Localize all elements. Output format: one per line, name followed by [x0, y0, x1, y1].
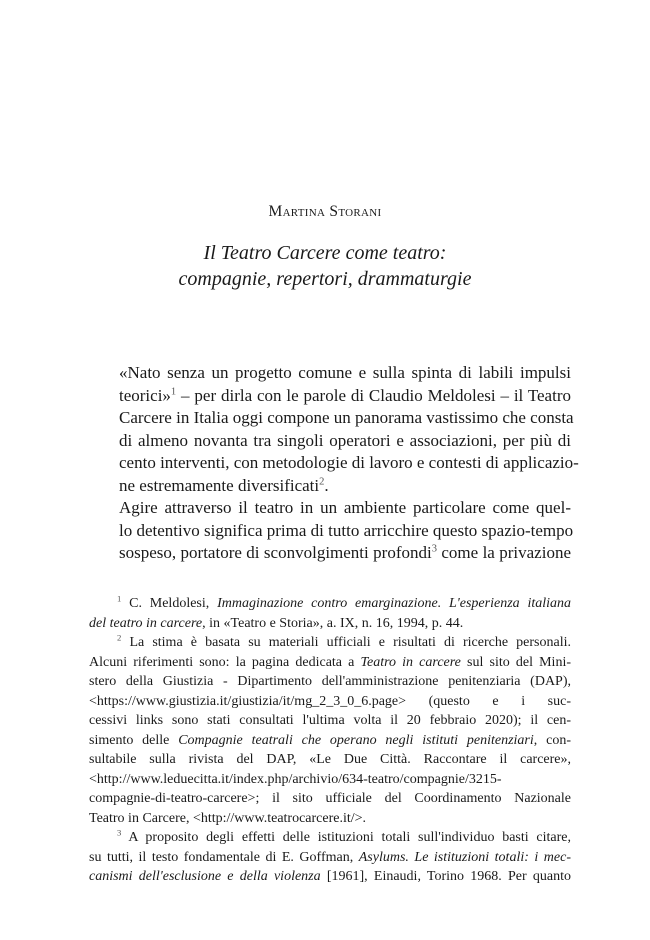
footnote-3 — [89, 828, 571, 887]
footnote-line — [89, 867, 571, 887]
text-run: teorici» — [119, 385, 171, 405]
italic-run: Compagnie teatrali che operano negli istituti penitenziari — [178, 732, 534, 748]
chapter-title — [0, 240, 650, 292]
footnote-ref: 3 — [431, 543, 437, 555]
footnote-line: cessivi links sono stati consultati l'ultima volta il 20 febbraio 2020); il cen- — [89, 713, 571, 728]
footnote-line — [89, 594, 571, 614]
footnote-line: sultabile sulla rivista del DAP, «Le Due Città. Raccontare il carcere», — [89, 752, 571, 767]
body-line — [89, 475, 571, 498]
footnote-line — [89, 653, 571, 673]
italic-run: Immaginazione contro emarginazione. L'esperienza italiana — [217, 596, 571, 611]
italic-run: del teatro in carcere — [89, 615, 203, 631]
footnote-line: <http://www.leduecitta.it/index.php/archivio/634-teatro/compagnie/3215- — [89, 771, 502, 787]
text-run: come la privazione — [436, 543, 572, 562]
paragraph-2 — [89, 497, 574, 565]
text-run: , in «Teatro e Storia», a. IX, n. 16, 1994, p. 44. — [202, 615, 464, 631]
author-name: Martina Storani — [268, 203, 382, 220]
body-line: cento interventi, con metodologie di lavoro e contesti di applicazio- — [119, 453, 579, 472]
paragraph-1 — [89, 362, 579, 497]
footnote-ref: 1 — [170, 385, 177, 397]
footnote-line: stero della Giustizia - Dipartimento dell'amministrazione penitenziaria (DAP), — [89, 674, 571, 689]
footnote-line: <https://www.giustizia.it/giustizia/it/mg_2_3_0_6.page> (questo e i suc- — [89, 693, 571, 709]
footnote-line: Teatro in Carcere, <http://www.teatrocarcere.it/>. — [89, 810, 367, 826]
body-line: Agire attraverso il teatro in un ambiente particolare come quel- — [119, 498, 571, 517]
footnote-number: 1 — [117, 593, 122, 604]
text-run: . — [324, 475, 329, 495]
text-run: – per dirla con le parole di Claudio Meldolesi – il Teatro — [176, 385, 571, 405]
italic-run: Teatro in carcere — [360, 654, 461, 670]
text-run: A proposito degli effetti delle istituzioni totali sull'individuo basti citare, — [121, 830, 571, 845]
footnote-line — [89, 614, 571, 634]
footnote-number: 3 — [117, 827, 122, 838]
text-run: ne estremamente diversificati — [119, 475, 320, 495]
text-run: C. Meldolesi, — [121, 596, 218, 611]
footnote-ref: 2 — [319, 475, 325, 487]
text-run: su tutti, il testo fondamentale di E. Goffman, — [89, 849, 359, 865]
text-run: [1961], Einaudi, Torino 1968. Per quanto — [320, 869, 571, 884]
footnotes — [89, 594, 571, 887]
body-line — [89, 542, 571, 565]
footnote-line — [89, 848, 571, 868]
text-run: sul sito del Mini- — [460, 654, 571, 670]
body-line: lo detentivo significa prima di tutto arricchire questo spazio-tempo — [119, 520, 574, 540]
italic-run: Asylums. Le istituzioni totali: i mec- — [358, 849, 571, 865]
text-run: Alcuni riferimenti sono: la pagina dedicata a — [89, 654, 361, 670]
italic-run: canismi dell'esclusione e della violenza — [89, 869, 321, 884]
footnote-1 — [89, 594, 571, 633]
footnote-line — [89, 828, 571, 848]
footnote-line — [89, 731, 571, 751]
title-line-2: compagnie, repertori, drammaturgie — [178, 268, 472, 290]
text-run: La stima è basata su materiali ufficiali e risultati di ricerche personali. — [121, 635, 571, 650]
footnote-line — [89, 633, 571, 653]
footnote-number: 2 — [117, 632, 122, 643]
body-text — [89, 362, 579, 565]
text-run: simento delle — [89, 732, 179, 748]
title-line-1: Il Teatro Carcere come teatro: — [203, 242, 447, 264]
body-line: di almeno novanta tra singoli operatori e associazioni, per più di — [119, 430, 571, 450]
footnote-2 — [89, 633, 571, 828]
footnote-line: compagnie-di-teatro-carcere>; il sito ufficiale del Coordinamento Nazionale — [89, 791, 571, 806]
body-line: Carcere in Italia oggi compone un panorama vastissimo che consta — [119, 408, 574, 427]
text-run: sospeso, portatore di sconvolgimenti profondi — [119, 543, 432, 562]
body-line — [89, 385, 571, 408]
text-run: , con- — [533, 732, 571, 748]
body-line: «Nato senza un progetto comune e sulla spinta di labili impulsi — [119, 363, 571, 382]
